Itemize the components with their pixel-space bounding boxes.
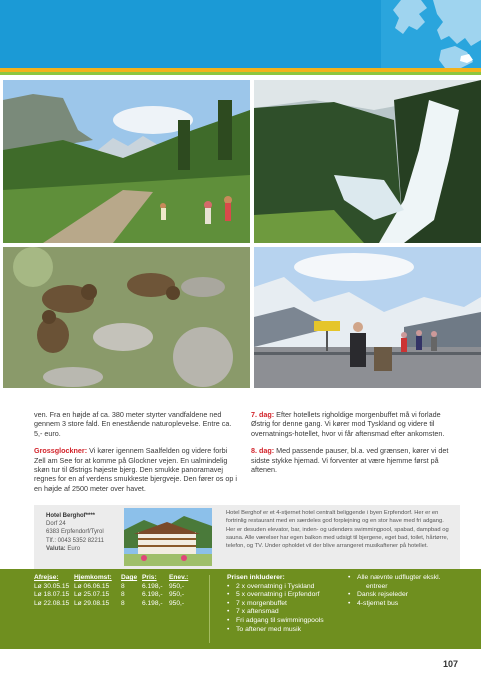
europe-map-icon <box>381 0 481 68</box>
hotel-photo <box>124 508 212 566</box>
price-value: 6.198,- <box>142 599 163 607</box>
return-date: Lø 25.07.15 <box>74 591 110 599</box>
list-item: • To aftener med musik <box>227 626 324 635</box>
departure-table <box>34 574 199 608</box>
grossglockner-text: Vi kører igennem Saalfelden og videre forbi Zell am See for at komme på Glockner vejen. En ualmindelig skøn tur til Østrigs højeste bjerg. Den smukke panoramavej regnes for en af verdens smukkeste bjergveje. Den fører os op i en højde af 2500 meter over havet. <box>34 446 237 493</box>
list-item: • 7 x aftensmad <box>227 608 324 617</box>
divider <box>209 575 210 643</box>
days-value: 8 <box>121 582 125 590</box>
day7-paragraph <box>251 410 461 438</box>
day8-text: Med passende pauser, bl.a. ved grænsen, kører vi det sidste stykke hjemad. Vi forventer at være hjemme først på aftenen. <box>251 446 449 475</box>
departure-date: Lø 18.07.15 <box>34 591 70 599</box>
table-row <box>34 583 199 592</box>
grossglockner-paragraph <box>34 446 240 493</box>
marmots-photo <box>3 247 250 388</box>
grossglockner-label: Grossglockner: <box>34 446 88 456</box>
list-item: • Dansk rejseleder <box>348 591 441 600</box>
hotel-phone: Tlf.: 0043 5352 82211 <box>46 537 104 544</box>
price-bar <box>0 569 481 649</box>
departure-date: Lø 30.05.15 <box>34 582 70 590</box>
col-price: Pris: <box>142 574 157 581</box>
hotel-address-line1: Dorf 24 <box>46 521 66 528</box>
col-days: Dage <box>121 574 138 581</box>
glacier-viewpoint-photo <box>254 247 481 388</box>
days-value: 8 <box>121 599 125 607</box>
day8-label: 8. dag: <box>251 446 275 456</box>
day8-paragraph <box>251 446 461 474</box>
included-title: Prisen inkluderer: <box>227 574 285 581</box>
list-item: • Fri adgang til swimmingpools <box>227 617 324 626</box>
list-item-continued: entreer <box>366 582 388 590</box>
return-date: Lø 29.08.15 <box>74 599 110 607</box>
col-departure: Afrejse: <box>34 574 59 581</box>
days-value: 8 <box>121 591 125 599</box>
waterfall-photo <box>254 80 481 243</box>
page-number: 107 <box>443 659 459 669</box>
single-supplement: 950,- <box>169 591 185 599</box>
price-value: 6.198,- <box>142 591 163 599</box>
price-value: 6.198,- <box>142 582 163 590</box>
return-date: Lø 06.06.15 <box>74 582 110 590</box>
currency-value: Euro <box>65 545 81 552</box>
hotel-address-line2: 6383 Erpfendorf/Tyrol <box>46 529 104 536</box>
waterfall-paragraph: ven. Fra en højde af ca. 380 meter styrter vandfaldene ned gennem 3 store fald. En enestående naturoplevelse. Entre ca. 5,- euro. <box>34 410 232 438</box>
hotel-info-box <box>34 505 460 569</box>
hotel-currency <box>46 545 104 553</box>
table-row <box>34 600 199 609</box>
list-item: • Alle nævnte udflugter ekskl. <box>348 574 441 583</box>
extras-list <box>348 574 441 608</box>
header-banner <box>0 0 481 68</box>
table-row <box>34 591 199 600</box>
hotel-description: Hotel Berghof er et 4-stjernet hotel centralt beliggende i byen Erpfendorf. Her er en fortrinlig restaurant med en særdeles god forplejning og en stor have med fri adgang. Her er desuden elevator, bar, inden- og udendørs swimmingpool, spabad, dampbad og sauna. Alle værelser har egen balkon med udsigt til bjergene, eget bad, toilet, hårtørre, telefon, og TV. Under opholdet vil der blive arrangeret musikaftener på hotellet. <box>226 510 449 550</box>
list-item: • 5 x overnatning i Erpfendorf <box>227 591 324 600</box>
col-return: Hjemkomst: <box>74 574 112 581</box>
col-single: Enev.: <box>169 574 189 581</box>
single-supplement: 950,- <box>169 599 185 607</box>
hotel-contact <box>46 512 104 553</box>
table-header <box>34 574 199 583</box>
alpine-path-photo <box>3 80 250 243</box>
day7-label: 7. dag: <box>251 410 275 419</box>
day7-text: Efter hotellets righoldige morgenbuffet må vi forlade Østrig for denne gang. Vi kører mod Tyskland og videre til overnatnings-hotellet, hvor vi får aftensmad efter ankomsten. <box>251 410 445 438</box>
departure-date: Lø 22.08.15 <box>34 599 70 607</box>
list-item: • 7 x morgenbuffet <box>227 600 324 609</box>
left-text-column <box>34 410 240 501</box>
single-supplement: 950,- <box>169 582 185 590</box>
list-item: • 2 x overnatning i Tyskland <box>227 583 324 592</box>
green-stripe <box>0 72 481 75</box>
currency-label: Valuta: <box>46 545 66 552</box>
right-text-column <box>251 410 461 482</box>
hotel-name: Hotel Berghof**** <box>46 513 96 519</box>
list-item: • 4-stjernet bus <box>348 600 441 609</box>
included-list <box>227 574 324 634</box>
